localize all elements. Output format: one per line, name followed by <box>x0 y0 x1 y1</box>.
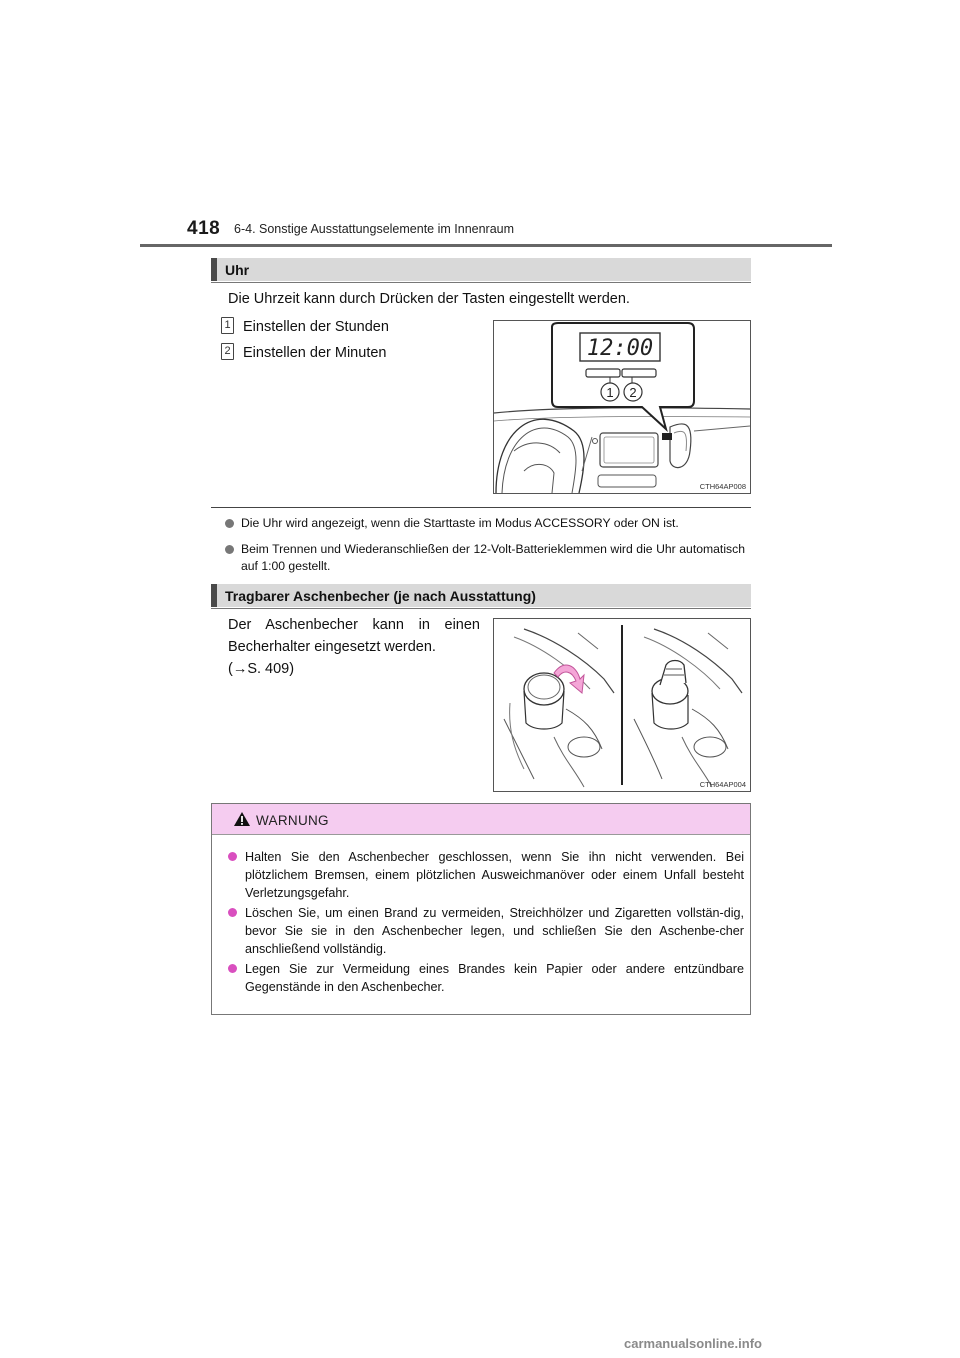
section-title-ashtray-text: Tragbarer Aschenbecher (je nach Ausstattung) <box>225 587 536 604</box>
button-label-hours: 1 <box>606 385 614 400</box>
ashtray-text-line: Becherhalter eingesetzt werden. <box>228 639 436 655</box>
clock-item-label: Einstellen der Stunden <box>243 318 389 335</box>
warning-text: Legen Sie zur Vermeidung eines Brandes kein Papier oder andere entzündbare Gegenstände in den Aschenbecher. <box>245 962 744 994</box>
clock-item-minutes <box>221 344 386 361</box>
bullet-icon <box>228 964 237 973</box>
number-badge: 1 <box>221 317 234 334</box>
warning-item <box>228 848 744 902</box>
section-title-ashtray <box>211 584 751 607</box>
ashtray-text-line: Der Aschenbecher kann in einen <box>228 617 480 633</box>
warning-box <box>211 803 751 1015</box>
note-item <box>225 541 745 575</box>
ashtray-page-ref: (→S. 409) <box>228 661 295 677</box>
clock-item-hours <box>221 318 389 335</box>
dashboard-illustration <box>494 321 750 493</box>
clock-figure <box>493 320 751 494</box>
bullet-icon <box>225 519 234 528</box>
ashtray-illustration <box>494 619 750 791</box>
ashtray-figure <box>493 618 751 792</box>
watermark: carmanualsonline.info <box>624 1336 762 1351</box>
section-title-clock <box>211 258 751 281</box>
clock-item-label: Einstellen der Minuten <box>243 344 387 361</box>
warning-item <box>228 904 744 958</box>
warning-header <box>212 804 750 835</box>
figure-code: CTH64AP004 <box>699 780 746 789</box>
note-text: Beim Trennen und Wiederanschließen der 12-Volt-Batterieklemmen wird die Uhr automatisch auf 1:00 gestellt. <box>241 542 745 573</box>
bullet-icon <box>228 908 237 917</box>
ashtray-text <box>228 614 480 680</box>
warning-text: Löschen Sie, um einen Brand zu vermeiden, Streichhölzer und Zigaretten vollstän-dig, bevor Sie sie in den Aschenbecher legen, und schließen Sie den Aschenbe-cher anschließend vollständig. <box>245 906 744 956</box>
clock-display-time: 12:00 <box>586 336 654 361</box>
figure-code: CTH64AP008 <box>699 482 746 491</box>
clock-intro: Die Uhrzeit kann durch Drücken der Tasten eingestellt werden. <box>228 291 630 307</box>
number-badge: 2 <box>221 343 234 360</box>
warning-title: WARNUNG <box>256 813 329 828</box>
note-divider <box>211 507 751 508</box>
header-rule <box>140 244 832 247</box>
bullet-icon <box>228 852 237 861</box>
warning-icon <box>233 811 251 827</box>
note-text: Die Uhr wird angezeigt, wenn die Starttaste im Modus ACCESSORY oder ON ist. <box>241 516 679 530</box>
warning-item <box>228 960 744 996</box>
page-number: 418 <box>187 218 221 239</box>
chapter-title: 6-4. Sonstige Ausstattungselemente im Innenraum <box>234 222 515 236</box>
bullet-icon <box>225 545 234 554</box>
note-item <box>225 515 745 532</box>
section-title-clock-text: Uhr <box>225 261 250 278</box>
button-label-minutes: 2 <box>629 385 637 400</box>
warning-text: Halten Sie den Aschenbecher geschlossen, wenn Sie ihn nicht verwenden. Bei plötzlichem Bremsen, einem plötzlichen Ausweichmanöver oder einem Unfall besteht Verletzungsgefahr. <box>245 850 744 900</box>
